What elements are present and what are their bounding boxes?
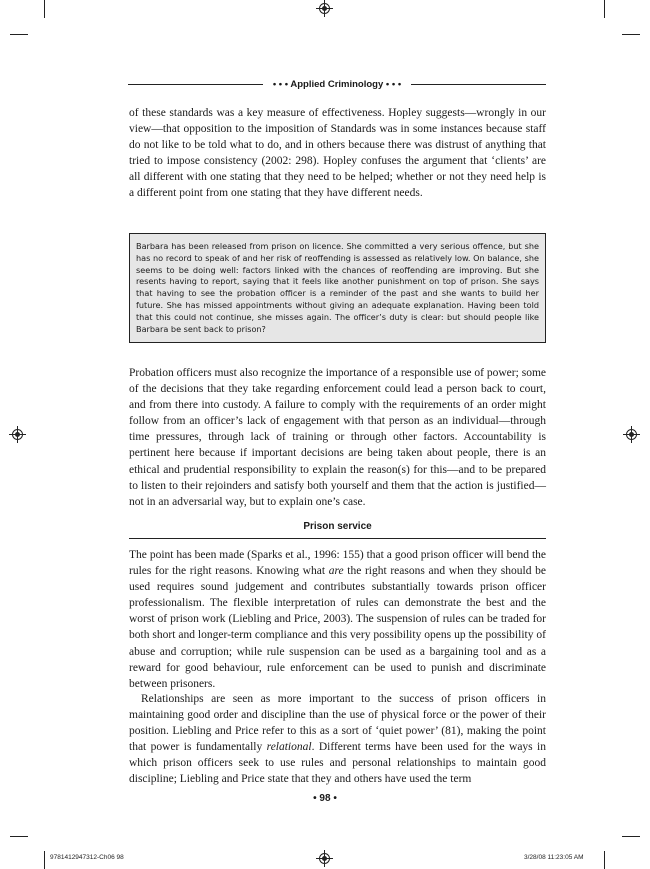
body-paragraph: of these standards was a key measure of effectiveness. Hopley suggests—wrongly in our view—that opposition to the imposition of Standards was in some instances because staff do not like to be told what to do, and in others because there was distrust of anything that tried to impose consistency (2002: 298). Hopley confuses the argument that ‘clients’ are all different with one stating that they need to be helped; whether or not they need help is a different point from one stating that they have different needs. xyxy=(129,107,546,200)
footer-file-slug: 9781412947312-Ch06 98 xyxy=(50,854,124,861)
page-number: • 98 • xyxy=(313,793,337,804)
registration-mark-icon xyxy=(12,429,23,440)
crop-mark xyxy=(44,851,45,869)
registration-mark-icon xyxy=(319,853,330,864)
crop-mark xyxy=(44,0,45,18)
running-header xyxy=(128,78,546,92)
crop-mark xyxy=(622,34,640,35)
body-paragraph xyxy=(129,691,546,788)
text-run: The point has been made (Sparks et al., 1996: 155) that a good prison officer will bend the rules for the right reasons. Knowing what xyxy=(129,549,546,578)
emphasis: relational xyxy=(266,741,312,754)
registration-mark-icon xyxy=(626,429,637,440)
registration-mark-icon xyxy=(319,3,330,14)
body-paragraph xyxy=(129,547,546,692)
crop-mark xyxy=(604,0,605,18)
body-paragraph: Probation officers must also recognize the importance of a responsible use of power; some of the decisions that they take regarding enforcement could lead a person back to court, and from there into custody. A failure to comply with the requirements of an order might follow from an officer’s lack of engagement with that person as an individual—through time pressures, through lack of training or through other factors. Accountability is pertinent here because if important decisions are being taken about people, there is an ethical and prudential responsibility to explain the reason(s) for this—and to be prepared to listen to their rejoinders and satisfy both yourself and them that the action is justified—not in an adversarial way, but to explain one’s case. xyxy=(129,367,546,508)
crop-mark xyxy=(10,34,28,35)
case-study-box: Barbara has been released from prison on licence. She committed a very serious offence, but she has no record to speak of and her risk of reoffending is assessed as relatively low. On balance, she seems to be doing well: factors linked with the chances of reoffending are improving. But she resents having to report, saying that it feels like another punishment on top of prison. She says that having to see the probation officer is a reminder of the past and she wants to build her future. She has missed appointments without giving an adequate explanation. Having been told that this could not continue, she misses again. The officer’s duty is clear: but should people like Barbara be sent back to prison? xyxy=(129,233,546,343)
crop-mark xyxy=(622,836,640,837)
crop-mark xyxy=(604,851,605,869)
text-run: the right reasons and when they should be used requires sound judgement and contributes substantially towards prison officer professionalism. The flexible interpretation of rules can demonstrate the best and the worst of prison work (Liebling and Price, 2003). The suspension of rules can be traded for both short and longer-term compliance and this very possibility opens up the possibility of abuse and corruption; while rule suspension can be used as a bargaining tool and as a reward for good behaviour, rule enforcement can be used to punish and discriminate between prisoners. xyxy=(129,565,546,690)
text-run: Relationships are seen as more important to the success of prison officers in maintaining good order and discipline than the use of physical force or the power of their position. Liebling and Price refer to this as a sort of ‘quiet power’ (81), making the point that power is fundamentally xyxy=(129,693,546,754)
section-rule xyxy=(129,538,546,539)
emphasis: are xyxy=(328,565,344,578)
footer-timestamp: 3/28/08 11:23:05 AM xyxy=(524,854,584,861)
header-title: • • • Applied Criminology • • • xyxy=(268,79,406,90)
crop-mark xyxy=(10,836,28,837)
section-heading: Prison service xyxy=(303,521,372,532)
text-run: . Different terms have been used for the ways in which prison officers seek to use rules and personal relationships to maintain good discipline; Liebling and Price state that they and others have used the term xyxy=(129,741,546,786)
